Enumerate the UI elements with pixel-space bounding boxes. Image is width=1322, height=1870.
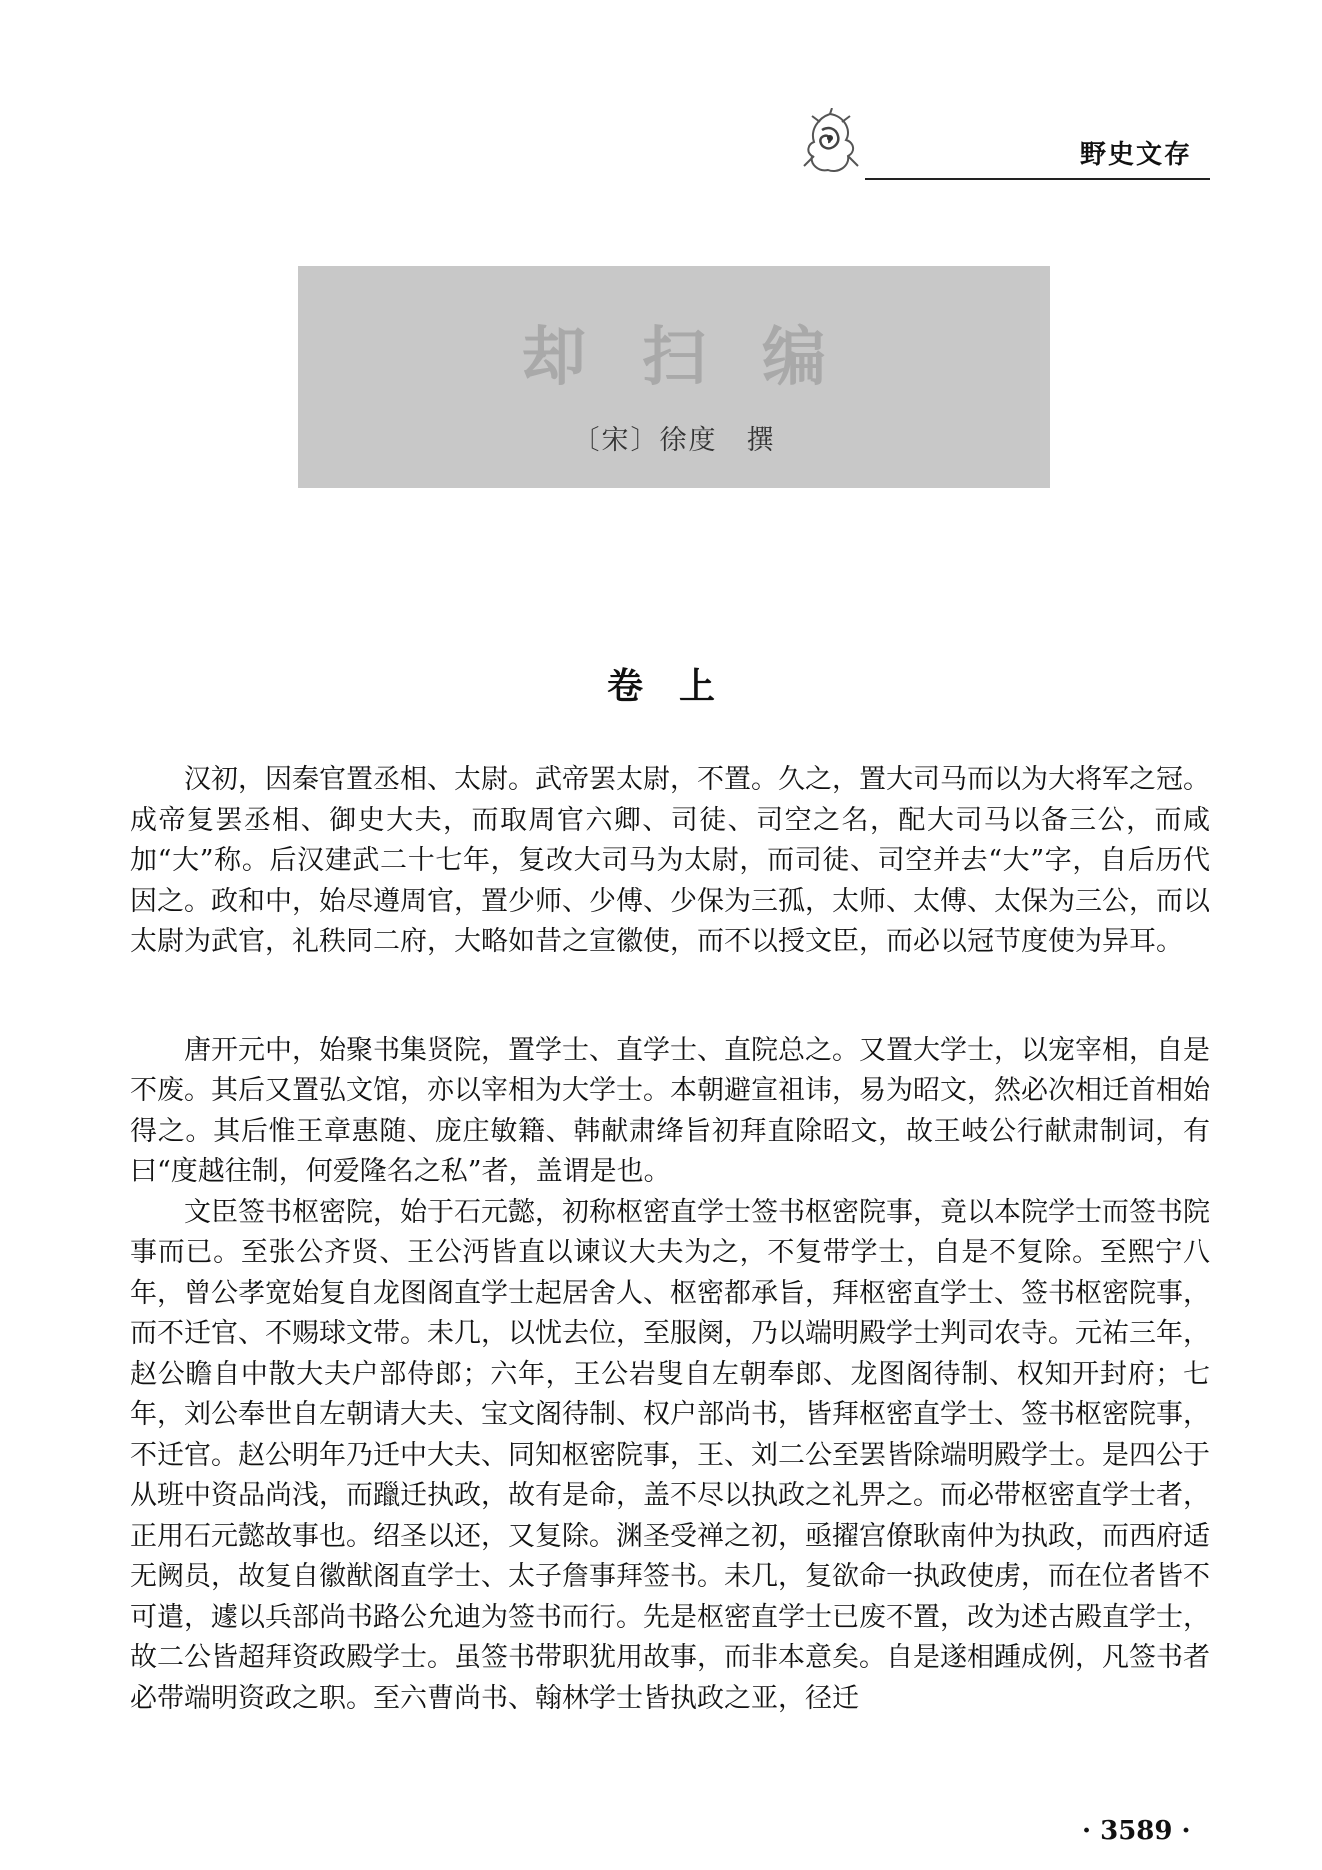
book-title: 却扫编 [522,320,882,395]
body-text [130,760,1210,1719]
dragon-emblem-icon [800,108,860,178]
chapter-title: 卷上 [606,666,751,707]
page-number: · 3589 · [1082,1816,1191,1846]
title-box [298,266,1050,488]
paragraph: 汉初，因秦官置丞相、太尉。武帝罢太尉，不置。久之，置大司马而以为大将军之冠。成帝复罢丞相、御史大夫，而取周官六卿、司徒、司空之名，配大司马以备三公，而咸加“大”称。后汉建武二十七年，复改大司马为太尉，而司徒、司空并去“大”字，自后历代因之。政和中，始尽遵周官，置少师、少傅、少保为三孤，太师、太傅、太保为三公，而以太尉为武官，礼秩同二府，大略如昔之宣徽使，而不以授文臣，而必以冠节度使为异耳。 [130,764,1210,957]
author-line: 〔宋〕徐度 撰 [572,425,776,456]
paragraph: 文臣签书枢密院，始于石元懿，初称枢密直学士签书枢密院事，竟以本院学士而签书院事而已。至张公齐贤、王公沔皆直以谏议大夫为之，不复带学士，自是不复除。至熙宁八年，曾公孝宽始复自龙图阁直学士起居舍人、枢密都承旨，拜枢密直学士、签书枢密院事，而不迁官、不赐球文带。未几，以忧去位，至服阕，乃以端明殿学士判司农寺。元祐三年，赵公瞻自中散大夫户部侍郎；六年，王公岩叟自左朝奉郎、龙图阁待制、权知开封府；七年，刘公奉世自左朝请大夫、宝文阁待制、权户部尚书，皆拜枢密直学士、签书枢密院事，不迁官。赵公明年乃迁中大夫、同知枢密院事，王、刘二公至罢皆除端明殿学士。是四公于从班中资品尚浅，而躐迁执政，故有是命，盖不尽以执政之礼畀之。而必带枢密直学士者，正用石元懿故事也。绍圣以还，又复除。渊圣受禅之初，亟擢宫僚耿南仲为执政，而西府适无阙员，故复自徽猷阁直学士、太子詹事拜签书。未几，复欲命一执政使虏，而在位者皆不可遣，遽以兵部尚书路公允迪为签书而行。先是枢密直学士已废不置，改为述古殿直学士，故二公皆超拜资政殿学士。虽签书带职犹用故事，而非本意矣。自是遂相踵成例，凡签书者必带端明资政之职。至六曹尚书、翰林学士皆执政之亚，径迁 [130,1196,1210,1714]
header-rule [865,178,1210,180]
paragraph: 唐开元中，始聚书集贤院，置学士、直学士、直院总之。又置大学士，以宠宰相，自是不废。其后又置弘文馆，亦以宰相为大学士。本朝避宣祖讳，易为昭文，然必次相迁首相始得之。其后惟王章惠随、庞庄敏籍、韩献肃绛旨初拜直除昭文，故王岐公行献肃制词，有曰“度越往制，何爱隆名之私”者，盖谓是也。 [130,1034,1210,1187]
series-title: 野史文存 [1080,140,1193,170]
